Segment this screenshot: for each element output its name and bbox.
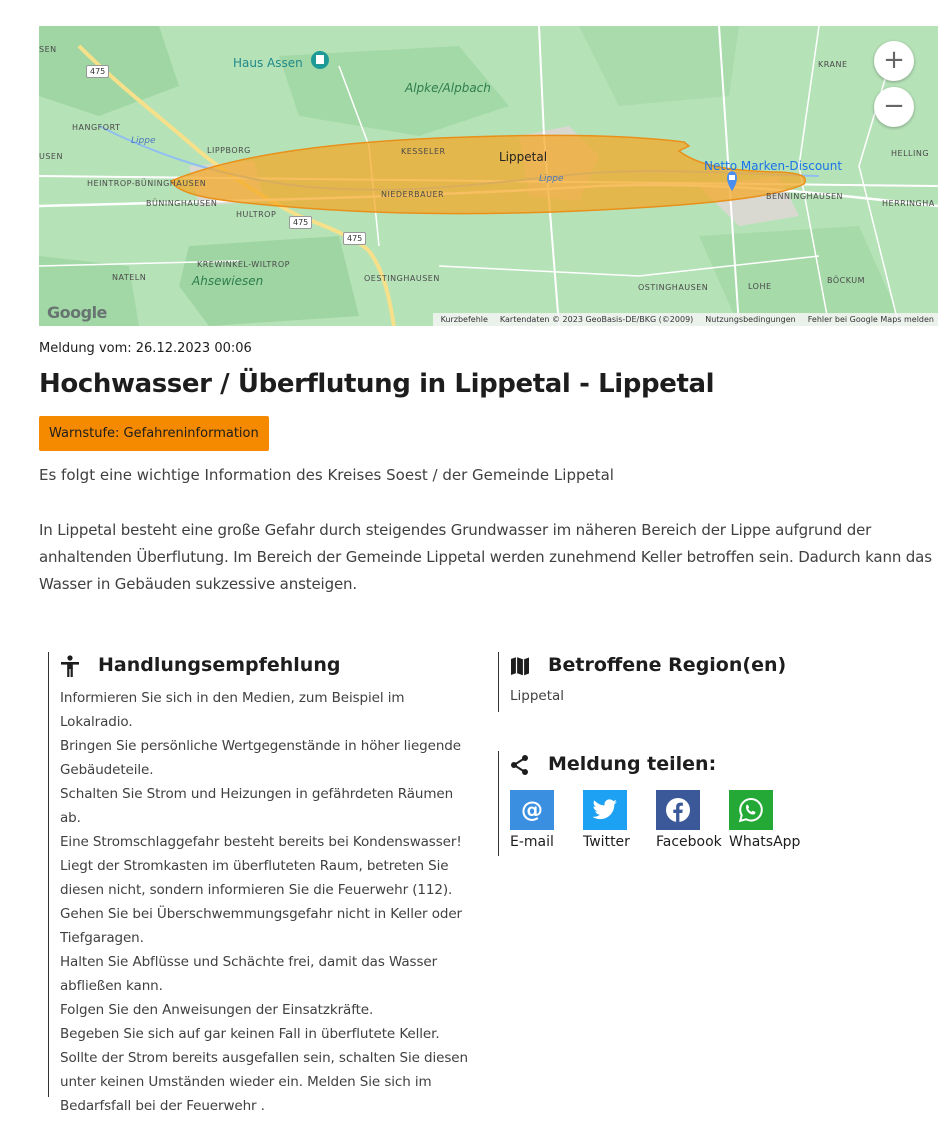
map-label: OESTINGHAUSEN	[364, 274, 440, 283]
share-email-label[interactable]: E-mail	[510, 834, 554, 850]
share-buttons	[510, 790, 809, 850]
recommendation-line: Begeben Sie sich auf gar keinen Fall in überflutete Keller.	[60, 1026, 440, 1042]
map-label: Alpke/Alpbach	[405, 81, 491, 95]
share-facebook-tile[interactable]	[656, 790, 700, 830]
recommendation-line: Schalten Sie Strom und Heizungen in gefährdeten Räumen ab.	[60, 786, 454, 826]
recommendation-line: Halten Sie Abflüsse und Schächte frei, damit das Wasser	[60, 954, 438, 970]
recommendation-line: Eine Stromschlaggefahr besteht bereits bei Kondenswasser!	[60, 834, 462, 850]
map-label: HULTROP	[236, 210, 277, 219]
map[interactable]	[39, 26, 938, 326]
road-shield: 475	[289, 216, 312, 229]
map-icon	[510, 655, 530, 677]
map-label: Lippe	[539, 174, 564, 184]
page-title: Hochwasser / Überflutung in Lippetal - Lippetal	[39, 369, 715, 399]
share-facebook-button[interactable]	[656, 790, 729, 850]
zoom-out-button[interactable]: −	[874, 87, 914, 127]
map-label: OSTINGHAUSEN	[638, 283, 709, 292]
road-shield: 475	[86, 65, 109, 78]
share-icon	[510, 754, 530, 776]
recommendation-line: Sollte der Strom bereits ausgefallen sein, schalten Sie diesen	[60, 1050, 468, 1066]
email-icon	[518, 796, 546, 824]
keyboard-shortcuts-link[interactable]: Kurzbefehle	[440, 315, 488, 324]
map-label: HEINTROP-BÜNINGHAUSEN	[87, 179, 207, 188]
svg-text:@: @	[521, 798, 543, 823]
google-logo[interactable]: Google	[47, 303, 107, 322]
intro-text: Es folgt eine wichtige Information des Kreises Soest / der Gemeinde Lippetal	[39, 466, 614, 484]
map-canvas[interactable]	[39, 26, 938, 326]
recommendation-heading: Handlungsempfehlung	[98, 654, 341, 676]
map-label: BENNINGHAUSEN	[766, 192, 844, 201]
recommendation-line: diesen nicht, sondern informieren Sie die Feuerwehr (112).	[60, 882, 453, 898]
share-email-tile[interactable]	[510, 790, 554, 830]
map-label: BÜNINGHAUSEN	[146, 199, 218, 208]
map-label[interactable]: Haus Assen	[233, 56, 303, 70]
recommendation-list	[60, 686, 470, 1118]
map-label: NIEDERBAUER	[381, 190, 445, 199]
region-value: Lippetal	[510, 688, 565, 704]
recommendation-line: Folgen Sie den Anweisungen der Einsatzkräfte.	[60, 1002, 374, 1018]
recommendation-line: Tiefgaragen.	[60, 930, 144, 946]
terms-link[interactable]: Nutzungsbedingungen	[705, 315, 796, 324]
report-error-link[interactable]: Fehler bei Google Maps melden	[807, 315, 934, 324]
share-section	[498, 751, 919, 856]
share-whatsapp-tile[interactable]	[729, 790, 773, 830]
map-label: KESSELER	[401, 147, 446, 156]
region-heading: Betroffene Region(en)	[548, 654, 787, 676]
facebook-icon	[665, 797, 691, 823]
zoom-in-button[interactable]: +	[874, 41, 914, 81]
whatsapp-icon	[738, 797, 764, 823]
map-label: KREWINKEL-WILTROP	[197, 260, 290, 269]
recommendation-section	[48, 652, 469, 1114]
haus-assen-marker-icon[interactable]	[311, 51, 329, 69]
share-twitter-label[interactable]: Twitter	[583, 834, 630, 850]
recommendation-line: Bedarfsfall bei der Feuerwehr .	[60, 1098, 265, 1114]
description-text: In Lippetal besteht eine große Gefahr durch steigendes Grundwasser im näheren Bereich der Lippe aufgrund der anhaltenden Überflutung. Im Bereich der Gemeinde Lippetal werden zunehmend Keller betroffen sein. Dadurch kann das Wasser in Gebäuden sukzessive ansteigen.	[39, 521, 932, 593]
map-label: HELLING	[891, 149, 930, 158]
map-label: LIPPBORG	[207, 146, 251, 155]
map-footer	[433, 313, 938, 326]
share-heading: Meldung teilen:	[548, 753, 717, 775]
report-date: Meldung vom: 26.12.2023 00:06	[39, 341, 252, 356]
map-label: SEN	[39, 45, 57, 54]
map-label: Ahsewiesen	[192, 274, 264, 288]
region-section	[498, 652, 919, 712]
recommendation-line: Liegt der Stromkasten im überfluteten Raum, betreten Sie	[60, 858, 449, 874]
map-label: USEN	[39, 152, 63, 161]
map-label[interactable]: Netto Marken-Discount	[704, 159, 843, 173]
road-shield: 475	[343, 232, 366, 245]
map-label: BÖCKUM	[827, 276, 866, 285]
map-label: HERRINGHA	[882, 199, 935, 208]
twitter-icon	[592, 799, 618, 821]
map-label: LOHE	[748, 282, 772, 291]
recommendation-line: unter keinen Umständen wieder ein. Melden Sie sich im	[60, 1074, 432, 1090]
map-label: NATELN	[112, 273, 147, 282]
share-facebook-label[interactable]: Facebook	[656, 834, 722, 850]
map-label: KRANE	[818, 60, 848, 69]
share-whatsapp-label[interactable]: WhatsApp	[729, 834, 801, 850]
recommendation-line: Informieren Sie sich in den Medien, zum Beispiel im	[60, 690, 405, 706]
recommendation-line: Gebäudeteile.	[60, 762, 154, 778]
person-standing-icon	[60, 655, 80, 677]
share-twitter-tile[interactable]	[583, 790, 627, 830]
share-twitter-button[interactable]	[583, 790, 656, 850]
map-label: Lippe	[131, 136, 156, 146]
map-label: Lippetal	[499, 150, 548, 164]
map-data-attribution: Kartendaten © 2023 GeoBasis-DE/BKG (©2009)	[499, 315, 694, 324]
map-label: HANGFORT	[72, 123, 121, 132]
recommendation-line: Bringen Sie persönliche Wertgegenstände in höher liegende	[60, 738, 461, 754]
recommendation-line: abfließen kann.	[60, 978, 163, 994]
warning-level-badge: Warnstufe: Gefahreninformation	[39, 416, 269, 451]
recommendation-line: Lokalradio.	[60, 714, 133, 730]
share-whatsapp-button[interactable]	[729, 790, 809, 850]
share-email-button[interactable]	[510, 790, 583, 850]
recommendation-line: Gehen Sie bei Überschwemmungsgefahr nicht in Keller oder	[60, 906, 462, 922]
